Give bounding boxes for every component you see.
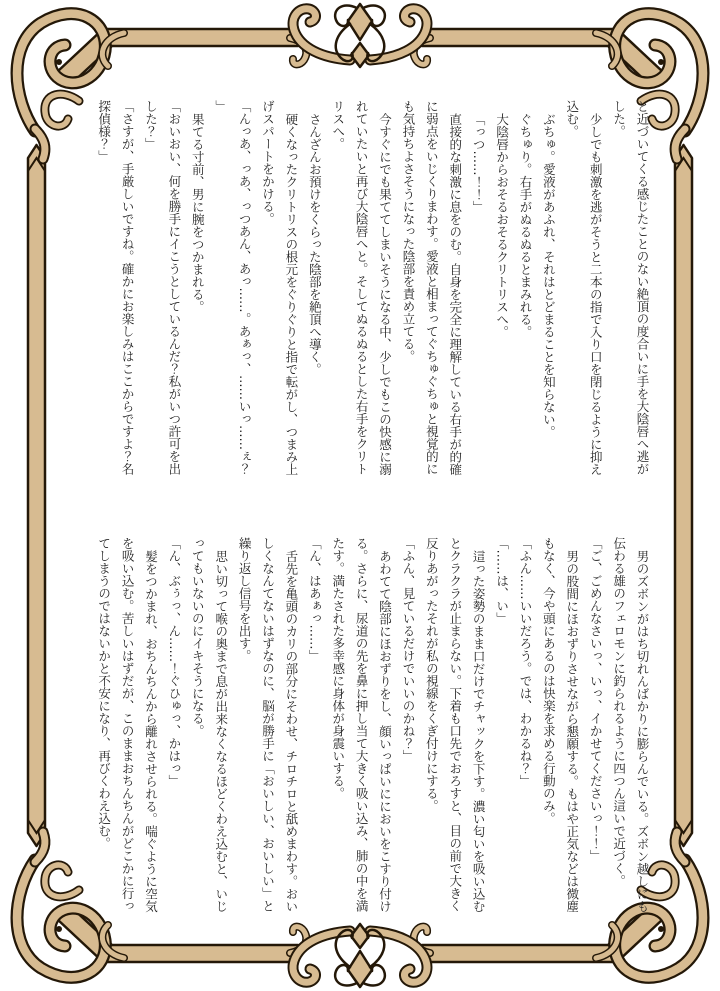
side-ribbon-right [675,145,692,846]
paragraph: 果てる寸前、男に腕をつかまれる。 [190,112,206,313]
paragraph: 直接的な刺激に息をのむ。自身を完全に理解している右手が的確に弱点をいじくりまわす。愛液と相まってぐちゅぐちゅと視覚的にも気持ちよさそうになった陰部を責め立てる。 [400,100,463,475]
paragraph: 男の股間にほおずりさせながら懇願する。もはや正気などは微塵もなく、今や頭にあるのは快楽を求める行動のみ。 [541,537,580,912]
paragraph: 髪をつかまれ、おちんちんから離れさせられる。喘ぐように空気を吸い込む。苦しいはずだが、このままおちんちんがどこかに行ってしまうのではないかと不安になり、再びくわえ込む。 [96,537,159,912]
side-ribbon-left [28,145,45,846]
paragraph: 「さすが、手厳しいですね。確かにお楽しみはここからですよ？名探偵様？」 [96,100,136,475]
paragraph: 硬くなったクリトリスの根元をぐりぐりと指で転がし、つまみ上げスパートをかける。 [260,100,299,475]
paragraph: 大陰唇からおそるおそるクリトリスへ。 [494,112,510,338]
paragraph: 男のズボンがはち切れんばかりに膨らんでいる。ズボン越しにも伝わる雄のフェロモンに釣られるように四つん這いで近づく。 [611,537,650,912]
paragraph: 「おいおい、何を勝手にイこうとしているんだ？私がいつ許可を出した？」 [143,100,182,475]
paragraph: 「ふん……いいだろう。では、わかるね？」 [517,537,533,787]
fleur-ornament-bottom-icon [293,924,427,987]
paragraph: と近づいてくる感じたことのない絶頂の度合いに手を大陰唇へ逃がした。 [611,100,650,475]
text-block-bottom [88,537,654,912]
fleur-ornament-top-icon [293,4,427,67]
text-block-top [88,100,654,475]
paragraph: 「……は、い」 [494,537,510,625]
paragraph: 「ん、はあぁっ……」 [307,537,323,662]
paragraph: さんざんお預けをくらった陰部を絶頂へ導く。 [307,112,323,375]
paragraph: 「っつ……！！」 [471,112,487,213]
paragraph: ぶちゅ。愛液があふれ、それはとどまることを知らない。 [541,112,557,438]
paragraph: ぐちゅり。右手がぬるぬるとまみれる。 [517,112,533,338]
paragraph: 少しでも刺激を逃がそうと二本の指で入り口を閉じるように抑え込む。 [564,100,604,475]
paragraph: 「ふん、見ているだけでいいのかね？」 [400,537,416,762]
paragraph: あわてて陰部にほおずりをし、顔いっぱいににおいをこすり付ける。さらに、尿道の先を鼻に押し当て大きく吸い込み、肺の中を満たす。満たされた多幸感に身体が身震いする。 [330,537,393,912]
paragraph: 舌先を亀頭のカリの部分にそわせ、チロチロと舐めまわす。おいしくなんてないはずなのに、脳が勝手に「おいしい、おいしい」と繰り返し信号を出す。 [237,537,299,912]
paragraph: 今すぐにでも果ててしまいそうになる中、少しでもこの快感に溺れていたいと再び大陰唇へと。そしてぬるぬるとした右手をクリトリスへ。 [330,100,393,475]
paragraph: 思い切って喉の奥まで息が出来なくなるほどくわえ込むと、いじってもいないのにイキそうになる。 [190,537,229,912]
paragraph: 這った姿勢のまま口だけでチャックを下す。濃い匂いを吸い込むとクラクラが止まらない。下着も口先でおろすと、目の前で大きく反りあがったそれが私の視線をくぎ付けにする。 [424,537,487,912]
paragraph: 「ご、ごめんなさいっ、いっ、イかせてくださいっ！！」 [588,537,604,862]
paragraph: 「んっあ、っあ、っつあん、あっ……。あぁっ、……いっ……ぇ？」 [213,100,253,475]
paragraph: 「ん、ぶぅっ、ん……！ぐひゅっ、かはっ」 [166,537,182,787]
